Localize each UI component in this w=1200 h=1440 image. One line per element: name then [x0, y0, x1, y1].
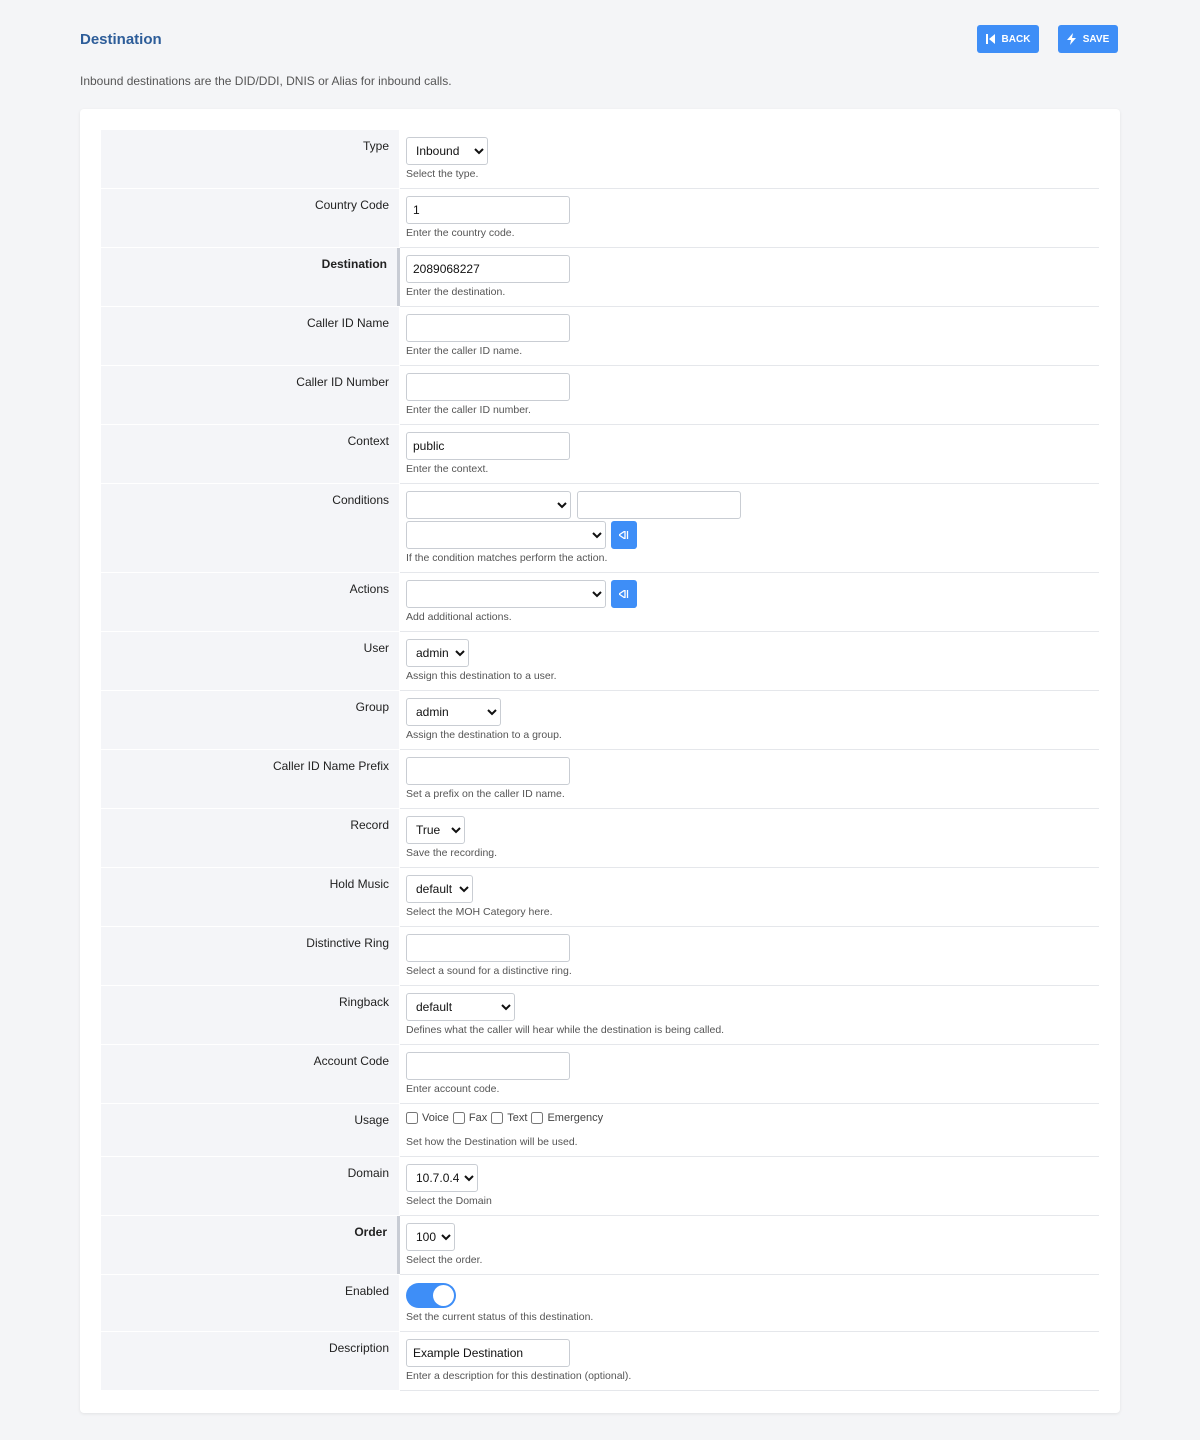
usage-text-checkbox[interactable] [491, 1112, 503, 1124]
order-select[interactable] [406, 1223, 455, 1251]
usage-options [406, 1112, 607, 1124]
row-ringback [101, 986, 1099, 1045]
row-description [101, 1332, 1099, 1391]
destination-label: Destination [101, 248, 400, 306]
row-distinctive-ring [101, 927, 1099, 986]
ringback-select[interactable] [406, 993, 515, 1021]
row-type [101, 130, 1099, 189]
hold-music-label: Hold Music [101, 868, 399, 926]
distinctive-ring-label: Distinctive Ring [101, 927, 399, 985]
user-select[interactable] [406, 639, 469, 667]
type-select[interactable] [406, 137, 488, 165]
caller-id-number-label: Caller ID Number [101, 366, 399, 424]
conditions-label: Conditions [101, 484, 399, 572]
usage-voice-checkbox[interactable] [406, 1112, 418, 1124]
add-condition-button[interactable] [611, 521, 637, 549]
order-label: Order [101, 1216, 400, 1274]
destination-desc: Enter the destination. [406, 286, 506, 298]
row-destination [101, 248, 1099, 307]
form-card [80, 109, 1120, 1413]
toggle-knob [433, 1285, 454, 1306]
row-group [101, 691, 1099, 750]
domain-select[interactable] [406, 1164, 478, 1192]
record-select[interactable] [406, 816, 465, 844]
save-button-label: SAVE [1082, 33, 1110, 45]
actions-desc: Add additional actions. [406, 611, 512, 623]
usage-text[interactable]: Text [491, 1112, 527, 1124]
row-caller-id-name-prefix [101, 750, 1099, 809]
context-desc: Enter the context. [406, 463, 489, 475]
type-label: Type [101, 130, 399, 188]
caller-id-name-label: Caller ID Name [101, 307, 399, 365]
account-code-label: Account Code [101, 1045, 399, 1103]
action-select[interactable] [406, 580, 606, 608]
row-order [101, 1216, 1099, 1275]
save-button[interactable] [1058, 25, 1118, 53]
record-label: Record [101, 809, 399, 867]
caller-id-name-desc: Enter the caller ID name. [406, 345, 523, 357]
description-input[interactable] [406, 1339, 570, 1367]
page-title: Destination [80, 31, 162, 48]
domain-desc: Select the Domain [406, 1195, 492, 1207]
enabled-label: Enabled [101, 1275, 399, 1331]
usage-fax[interactable]: Fax [453, 1112, 487, 1124]
back-button[interactable] [977, 25, 1039, 53]
caller-id-name-input[interactable] [406, 314, 570, 342]
usage-fax-checkbox[interactable] [453, 1112, 465, 1124]
record-desc: Save the recording. [406, 847, 498, 859]
usage-emergency[interactable]: Emergency [531, 1112, 603, 1124]
row-caller-id-name [101, 307, 1099, 366]
row-enabled [101, 1275, 1099, 1332]
country-code-desc: Enter the country code. [406, 227, 515, 239]
row-account-code [101, 1045, 1099, 1104]
distinctive-ring-input[interactable] [406, 934, 570, 962]
group-select[interactable] [406, 698, 501, 726]
row-conditions [101, 484, 1099, 573]
usage-desc: Set how the Destination will be used. [406, 1136, 578, 1148]
enabled-toggle[interactable] [406, 1283, 456, 1308]
back-button-label: BACK [1001, 33, 1031, 45]
add-action-button[interactable] [611, 580, 637, 608]
intro-text: Inbound destinations are the DID/DDI, DNIS or Alias for inbound calls. [80, 74, 452, 88]
caller-id-number-desc: Enter the caller ID number. [406, 404, 531, 416]
country-code-label: Country Code [101, 189, 399, 247]
row-user [101, 632, 1099, 691]
usage-voice[interactable]: Voice [406, 1112, 449, 1124]
distinctive-ring-desc: Select a sound for a distinctive ring. [406, 965, 572, 977]
usage-emergency-checkbox[interactable] [531, 1112, 543, 1124]
account-code-desc: Enter account code. [406, 1083, 500, 1095]
condition-action-select[interactable] [406, 521, 606, 549]
hold-music-desc: Select the MOH Category here. [406, 906, 553, 918]
context-label: Context [101, 425, 399, 483]
account-code-input[interactable] [406, 1052, 570, 1080]
bolt-icon [1067, 33, 1076, 45]
description-label: Description [101, 1332, 399, 1390]
user-desc: Assign this destination to a user. [406, 670, 557, 682]
row-country-code [101, 189, 1099, 248]
row-usage [101, 1104, 1099, 1157]
type-desc: Select the type. [406, 168, 479, 180]
row-context [101, 425, 1099, 484]
ringback-desc: Defines what the caller will hear while the destination is being called. [406, 1024, 725, 1036]
usage-label: Usage [101, 1104, 399, 1156]
caller-id-name-prefix-input[interactable] [406, 757, 570, 785]
group-label: Group [101, 691, 399, 749]
destination-input[interactable] [406, 255, 570, 283]
domain-label: Domain [101, 1157, 399, 1215]
hold-music-select[interactable] [406, 875, 473, 903]
ringback-label: Ringback [101, 986, 399, 1044]
add-arrow-icon [619, 590, 629, 598]
add-arrow-icon [619, 531, 629, 539]
row-record [101, 809, 1099, 868]
user-label: User [101, 632, 399, 690]
caller-id-number-input[interactable] [406, 373, 570, 401]
description-desc: Enter a description for this destination (optional). [406, 1370, 632, 1382]
row-domain [101, 1157, 1099, 1216]
row-hold-music [101, 868, 1099, 927]
actions-label: Actions [101, 573, 399, 631]
row-caller-id-number [101, 366, 1099, 425]
order-desc: Select the order. [406, 1254, 483, 1266]
group-desc: Assign the destination to a group. [406, 729, 562, 741]
country-code-input[interactable] [406, 196, 570, 224]
caller-id-name-prefix-label: Caller ID Name Prefix [101, 750, 399, 808]
condition-field-select[interactable] [406, 491, 571, 519]
caller-id-name-prefix-desc: Set a prefix on the caller ID name. [406, 788, 565, 800]
condition-expression-input[interactable] [577, 491, 741, 519]
enabled-desc: Set the current status of this destination. [406, 1311, 594, 1323]
context-input[interactable] [406, 432, 570, 460]
row-actions [101, 573, 1099, 632]
conditions-desc: If the condition matches perform the action. [406, 552, 608, 564]
back-icon [986, 34, 995, 44]
